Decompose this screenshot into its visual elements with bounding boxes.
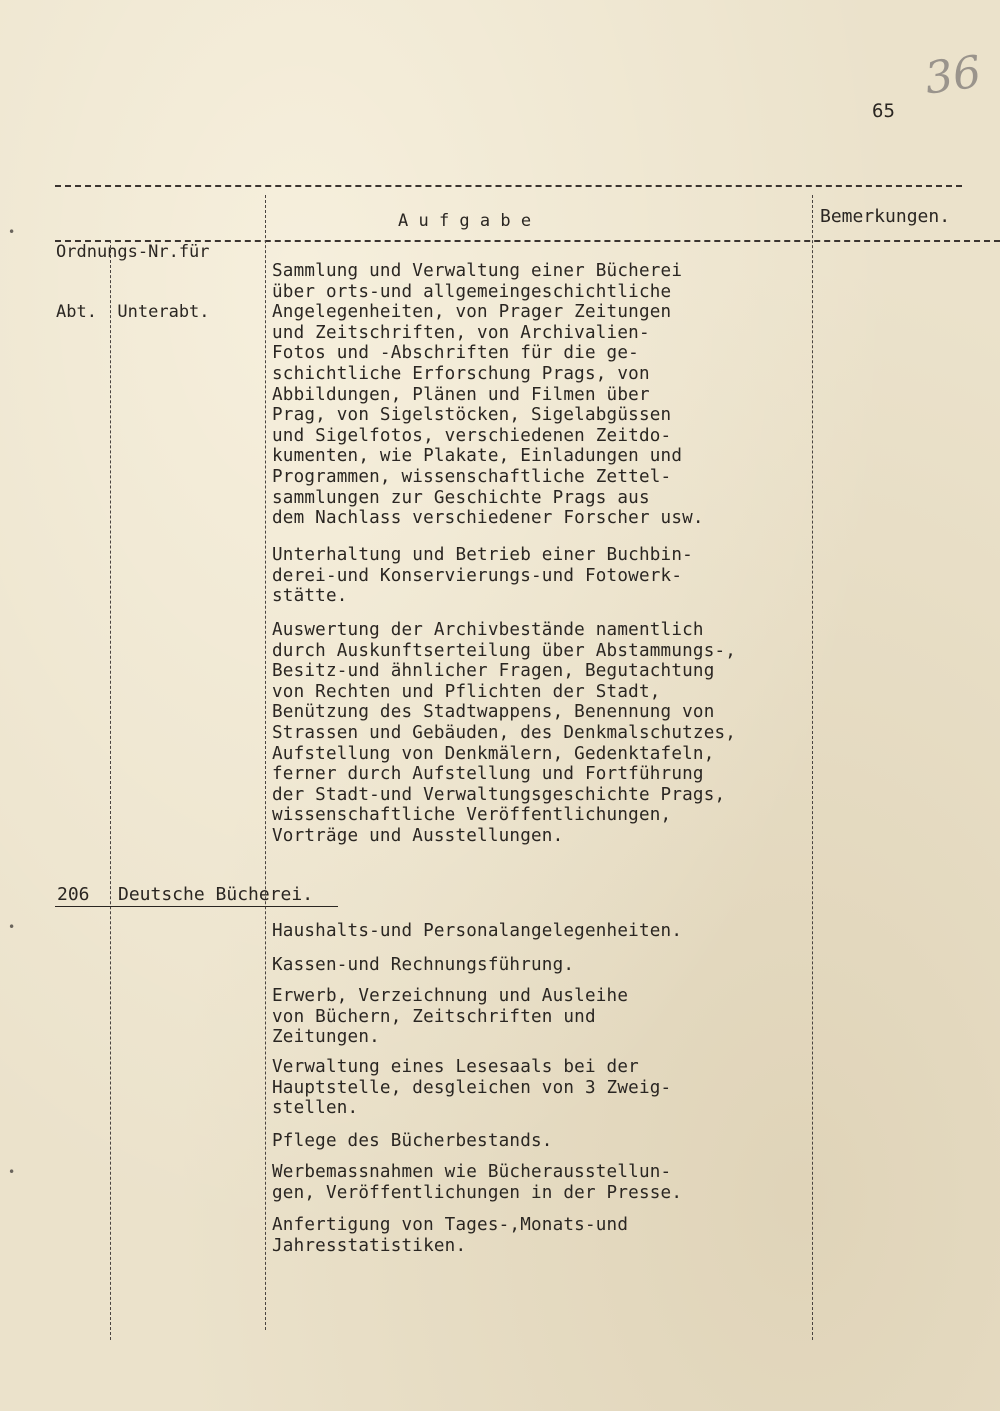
margin-mark: • xyxy=(8,1165,16,1179)
column-divider-aufgabe xyxy=(265,195,266,1330)
task-paragraph: Werbemassnahmen wie Bücherausstellun- gen, Veröffentlichungen in der Presse. xyxy=(272,1162,683,1203)
header-ordnungs-nr-line2: Abt. Unterabt. xyxy=(56,302,210,322)
margin-mark: • xyxy=(8,920,16,934)
pencil-folio-number: 36 xyxy=(921,46,985,105)
task-paragraph: Erwerb, Verzeichnung und Ausleihe von Büchern, Zeitschriften und Zeitungen. xyxy=(272,986,629,1048)
margin-mark: • xyxy=(8,225,16,239)
task-paragraph: Unterhaltung und Betrieb einer Buchbin- derei-und Konservierungs-und Fotowerk- stätte. xyxy=(272,545,693,607)
column-divider-abt xyxy=(110,240,111,1340)
section-title: Deutsche Bücherei. xyxy=(118,884,314,905)
header-ordnungs-nr xyxy=(56,202,210,362)
header-top-rule xyxy=(55,185,962,187)
task-paragraph: Auswertung der Archivbestände namentlich durch Auskunftserteilung über Abstammungs-, Besitz-und ähnlicher Fragen, Begutachtung von Rechten und Pflichten der Stadt, Benützung des Stadtwappens, Benennung von Strassen und Gebäuden, des Denkmalschutzes, Aufstellung von Denkmälern, Gedenktafeln, ferner durch Aufstellung und Fortführung der Stadt-und Verwaltungsgeschichte Prags, wissenschaftliche Veröffentlichungen, Vorträge und Ausstellungen. xyxy=(272,620,737,846)
page-number: 65 xyxy=(872,100,895,122)
section-number: 206 xyxy=(57,884,90,905)
task-paragraph: Haushalts-und Personalangelegenheiten. xyxy=(272,921,683,941)
task-paragraph: Anfertigung von Tages-,Monats-und Jahresstatistiken. xyxy=(272,1215,629,1256)
header-ordnungs-nr-line1: Ordnungs-Nr.für xyxy=(56,242,210,262)
task-paragraph: Kassen-und Rechnungsführung. xyxy=(272,955,575,975)
task-paragraph: Verwaltung eines Lesesaals bei der Hauptstelle, desgleichen von 3 Zweig- stellen. xyxy=(272,1057,672,1119)
header-aufgabe: A u f g a b e xyxy=(398,211,532,231)
header-bemerkungen: Bemerkungen. xyxy=(820,206,951,227)
section-underline xyxy=(55,906,338,907)
task-paragraph: Pflege des Bücherbestands. xyxy=(272,1131,553,1151)
task-paragraph: Sammlung und Verwaltung einer Bücherei über orts-und allgemeingeschichtliche Angelegenheiten, von Prager Zeitungen und Zeitschriften, von Archivalien- Fotos und -Abschriften für die ge- schichtliche Erforschung Prags, von Abbildungen, Plänen und Filmen über Prag, von Sigelstöcken, Sigelabgüssen und Sigelfotos, verschiedenen Zeitdo- kumenten, wie Plakate, Einladungen und Programmen, wissenschaftliche Zettel- sammlungen zur Geschichte Prags aus dem Nachlass verschiedener Forscher usw. xyxy=(272,261,704,529)
